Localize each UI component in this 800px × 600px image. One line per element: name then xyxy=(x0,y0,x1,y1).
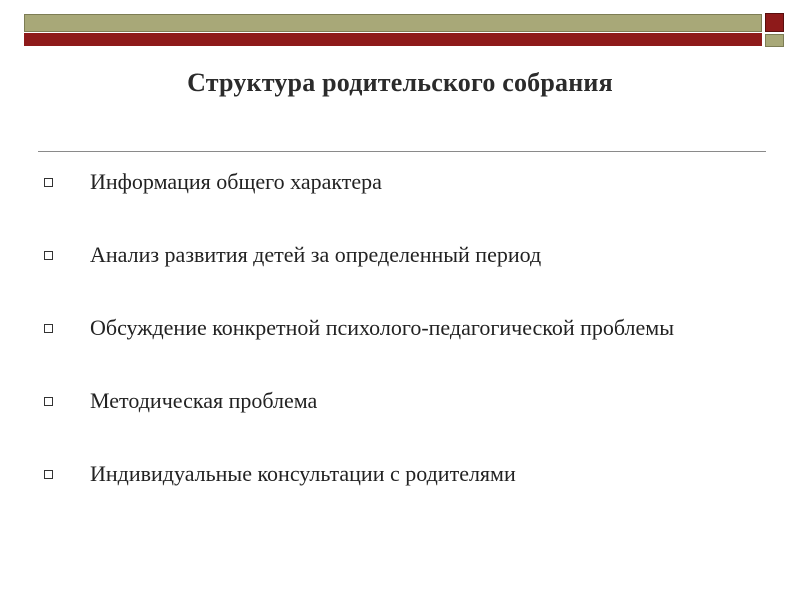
list-item xyxy=(40,458,760,489)
list-item-text: Анализ развития детей за определенный период xyxy=(90,242,542,267)
corner-square-olive xyxy=(765,34,784,47)
square-bullet-icon xyxy=(44,470,53,479)
square-bullet-icon xyxy=(44,324,53,333)
list-item-text: Индивидуальные консультации с родителями xyxy=(90,461,516,486)
list-item xyxy=(40,239,760,270)
header-bar-red xyxy=(24,33,762,46)
list-item xyxy=(40,166,760,197)
bullet-list xyxy=(40,166,760,489)
slide-title: Структура родительского собрания xyxy=(187,68,613,97)
square-bullet-icon xyxy=(44,397,53,406)
corner-square-red xyxy=(765,13,784,32)
header-bar-olive xyxy=(24,14,762,32)
list-item xyxy=(40,385,760,416)
list-item-text: Информация общего характера xyxy=(90,169,382,194)
list-item xyxy=(40,312,760,343)
list-item-text: Обсуждение конкретной психолого-педагогической проблемы xyxy=(90,315,674,340)
list-item-text: Методическая проблема xyxy=(90,388,318,413)
title-divider xyxy=(38,151,766,152)
square-bullet-icon xyxy=(44,251,53,260)
square-bullet-icon xyxy=(44,178,53,187)
